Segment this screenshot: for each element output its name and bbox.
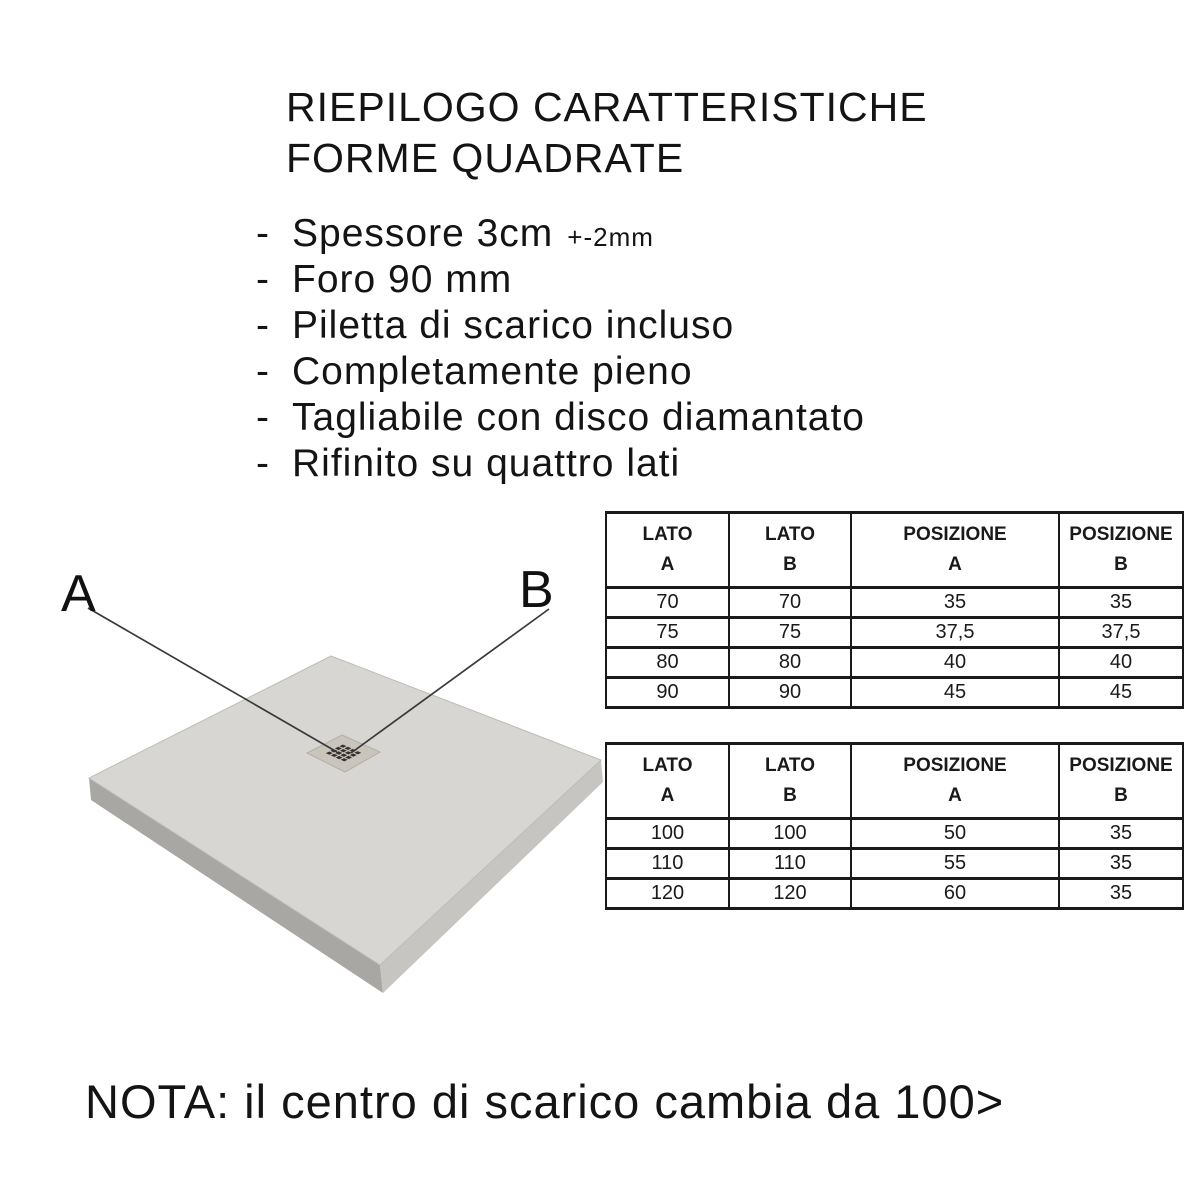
feature-item (256, 258, 865, 304)
table-cell: 110 (729, 849, 851, 879)
feature-item (256, 212, 865, 258)
header-line-1: LATO (765, 524, 815, 545)
label-side-a: A (61, 565, 96, 623)
header-line-1: POSIZIONE (1069, 524, 1173, 545)
table-cell: 50 (851, 819, 1059, 849)
table-cell: 35 (851, 588, 1059, 618)
table-cell: 35 (1059, 819, 1183, 849)
header-line-1: POSIZIONE (903, 755, 1007, 776)
table-cell: 37,5 (1059, 618, 1183, 648)
feature-label: Tagliabile con disco diamantato (292, 396, 866, 439)
table-cell: 120 (606, 879, 729, 909)
header-line-2: A (948, 554, 962, 575)
header-cell (851, 513, 1059, 588)
table-cell: 55 (851, 849, 1059, 879)
feature-dash: - (256, 212, 270, 255)
feature-label: Piletta di scarico incluso (292, 304, 735, 347)
table-cell: 90 (729, 678, 851, 708)
feature-label: Rifinito su quattro lati (292, 442, 681, 485)
feature-item (256, 396, 865, 442)
table-cell: 35 (1059, 849, 1183, 879)
table-cell: 45 (851, 678, 1059, 708)
header-line-2: B (1114, 554, 1128, 575)
table-cell: 100 (729, 819, 851, 849)
table-row (606, 648, 1183, 678)
feature-label: Completamente pieno (292, 350, 693, 393)
header-cell (729, 513, 851, 588)
header-line-2: A (660, 554, 675, 575)
table-row (606, 678, 1183, 708)
table-row (606, 819, 1183, 849)
feature-dash: - (256, 442, 270, 485)
header-cell (1059, 744, 1183, 819)
feature-item (256, 442, 865, 488)
table-row (606, 588, 1183, 618)
tray-top-face (89, 656, 601, 965)
table-row (606, 879, 1183, 909)
feature-item (256, 350, 865, 396)
header-line-2: B (1114, 785, 1128, 806)
feature-dash: - (256, 258, 270, 301)
table-cell: 80 (729, 648, 851, 678)
page-title (286, 82, 928, 184)
header-cell (606, 744, 729, 819)
page-title-line-1: RIEPILOGO CARATTERISTICHE (286, 84, 928, 130)
header-line-2: A (660, 785, 675, 806)
header-cell (1059, 513, 1183, 588)
table-cell: 35 (1059, 588, 1183, 618)
table-cell: 75 (606, 618, 729, 648)
table-cell: 37,5 (851, 618, 1059, 648)
shower-tray-diagram (40, 545, 620, 1015)
table-cell: 70 (729, 588, 851, 618)
header-line-1: POSIZIONE (903, 524, 1007, 545)
table-header-row (606, 744, 1183, 819)
table-row (606, 849, 1183, 879)
header-line-1: LATO (642, 524, 693, 545)
feature-dash: - (256, 396, 270, 439)
table-cell: 40 (1059, 648, 1183, 678)
label-side-b: B (519, 561, 554, 619)
header-line-1: POSIZIONE (1069, 755, 1173, 776)
header-line-2: B (783, 554, 797, 575)
table-cell: 120 (729, 879, 851, 909)
feature-suffix: +-2mm (567, 222, 654, 252)
header-line-2: B (783, 785, 797, 806)
table-cell: 75 (729, 618, 851, 648)
table-cell: 100 (606, 819, 729, 849)
table-cell: 110 (606, 849, 729, 879)
header-cell (851, 744, 1059, 819)
feature-list (256, 212, 865, 488)
table-cell: 60 (851, 879, 1059, 909)
table-row (606, 618, 1183, 648)
table-header-row (606, 513, 1183, 588)
feature-label: Foro 90 mm (292, 258, 513, 301)
feature-dash: - (256, 304, 270, 347)
table-cell: 70 (606, 588, 729, 618)
table-cell: 90 (606, 678, 729, 708)
table-cell: 40 (851, 648, 1059, 678)
feature-dash: - (256, 350, 270, 393)
header-cell (606, 513, 729, 588)
note-text: NOTA: il centro di scarico cambia da 100> (85, 1075, 1005, 1128)
header-cell (729, 744, 851, 819)
dimensions-table-small (605, 511, 1184, 709)
feature-item (256, 304, 865, 350)
header-line-2: A (948, 785, 962, 806)
page-title-line-2: FORME QUADRATE (286, 135, 685, 181)
header-line-1: LATO (642, 755, 693, 776)
table-cell: 80 (606, 648, 729, 678)
table-cell: 45 (1059, 678, 1183, 708)
feature-label: Spessore 3cm (292, 212, 554, 255)
dimensions-table-large (605, 742, 1184, 910)
header-line-1: LATO (765, 755, 815, 776)
table-cell: 35 (1059, 879, 1183, 909)
